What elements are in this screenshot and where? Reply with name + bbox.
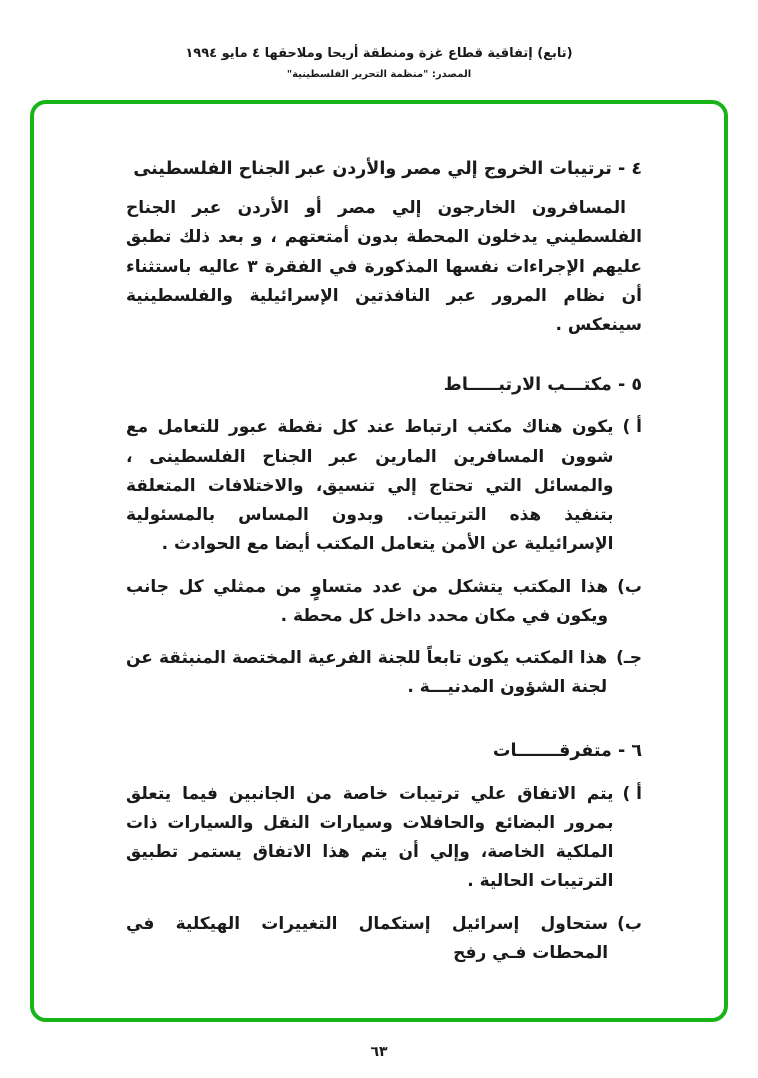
- list-item-text: يتم الاتفاق علي ترتيبات خاصة من الجانبين فيما يتعلق بمرور البضائع والحافلات وسيارات النقل والسيارات ذات الملكية الخاصة، وإلي أن يتم هذا الاتفاق يستمر تطبيق الترتيبات الحالية .: [126, 783, 614, 892]
- section-6-heading: ٦ - متفرقـــــــات: [492, 741, 642, 762]
- list-item-marker: أ ): [622, 417, 642, 438]
- section-4-heading: ٤ - ترتيبات الخروج إلي مصر والأردن عبر الجناح الفلسطينى: [133, 159, 642, 179]
- list-item-marker: ب): [617, 913, 642, 934]
- page-number: ٦٣: [370, 1044, 388, 1060]
- list-item: [126, 910, 642, 968]
- header-source: المصدر: "منظمة التحرير الفلسطينية": [286, 69, 472, 80]
- list-item-text: هذا المكتب يتشكل من عدد متساوٍ من ممثلي كل جانب ويكون في مكان محدد داخل كل محطة .: [126, 576, 609, 626]
- list-item: [126, 573, 642, 631]
- section-4-paragraph: المسافرون الخارجون إلي مصر أو الأردن عبر الجناح الفلسطيني يدخلون المحطة بدون أمتعتهم ، و بعد ذلك تطبق عليهم الإجراءات نفسها المذكورة في الفقرة ٣ عاليه باستثناء أن نظام المرور عبر النافذتين الإسرائيلية والفلسطينية سينعكس .: [126, 198, 642, 336]
- list-item-marker: أ ): [622, 783, 642, 804]
- list-item-marker: جـ): [616, 648, 642, 668]
- list-item-marker: ب): [617, 576, 642, 597]
- list-item-text: يكون هناك مكتب ارتباط عند كل نقطة عبور للتعامل مع شوون المسافرين المارين عبر الجناح الفلسطينى ، والمسائل التي تحتاج إلي تنسيق، والاختلافات المتعلقة بتنفيذ هذه الترتيبات. وبدون المساس بالمسئولية الإسرائيلية عن الأمن يتعامل المكتب أيضا مع الحوادث .: [126, 417, 614, 555]
- header-title: (تابع) إتفاقية قطاع غزة ومنطقة أريحا وملاحقها ٤ مايو ١٩٩٤: [185, 46, 573, 61]
- list-item: [126, 644, 642, 702]
- document-content: [34, 104, 724, 968]
- list-item: [126, 413, 642, 559]
- list-item-text: ستحاول إسرائيل إستكمال التغييرات الهيكلية في المحطات فـي رفح: [126, 913, 609, 963]
- list-item-text: هذا المكتب يكون تابعاً للجنة الفرعية المختصة المنبثقة عن لجنة الشؤون المدنيـــة .: [126, 648, 608, 698]
- section-5-heading: ٥ - مكتـــب الارتبـــــاط: [443, 375, 642, 396]
- content-border-frame: [30, 100, 728, 1022]
- list-item: [126, 780, 642, 897]
- page-header: [0, 46, 758, 80]
